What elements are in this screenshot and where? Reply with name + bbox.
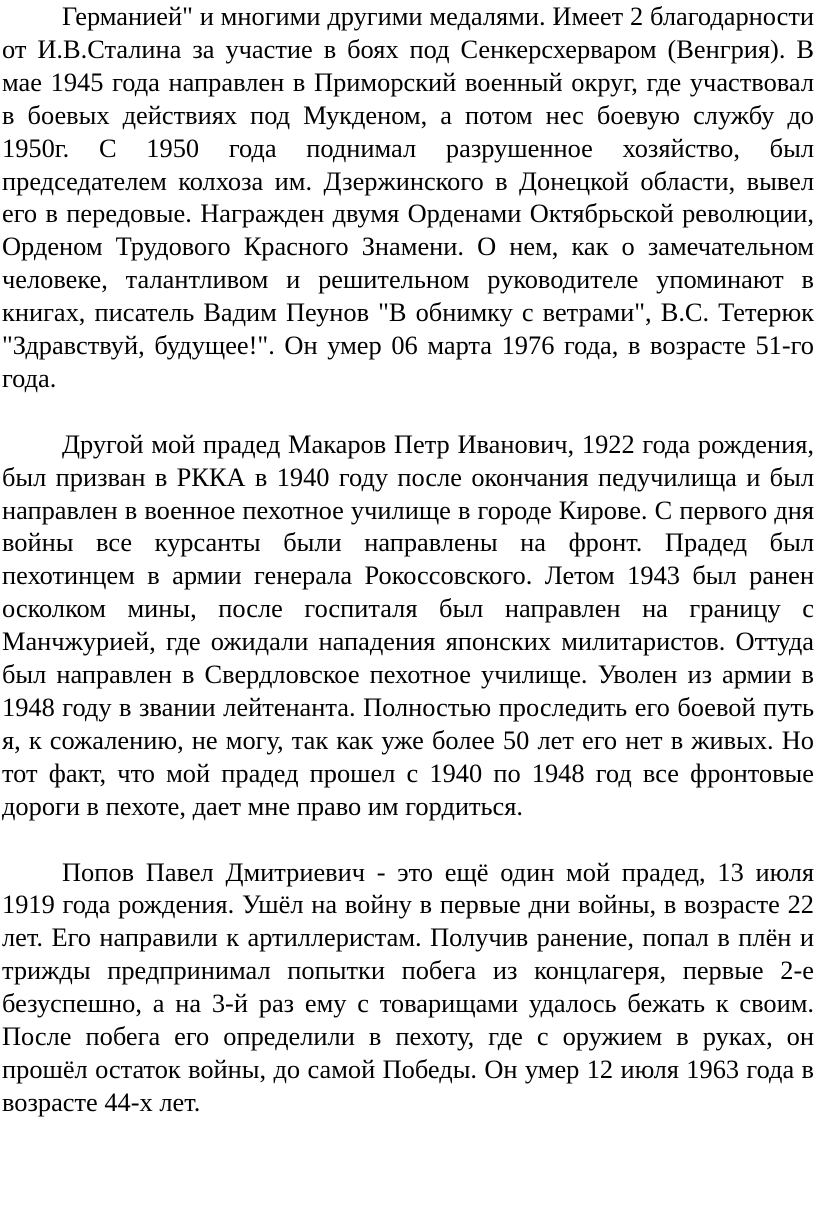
paragraph-spacer xyxy=(2,823,814,856)
paragraph-2: Другой мой прадед Макаров Петр Иванович, 1922 года рождения, был призван в РККА в 1940 году после окончания педучилища и был направлен в военное пехотное училище в городе Кирове. С первого дня войны все курсанты были направлены на фронт. Прадед был пехотинцем в армии генерала Рокоссовского. Летом 1943 был ранен осколком мины, после госпиталя был направлен на границу с Манчжурией, где ожидали нападения японских милитаристов. Оттуда был направлен в Свердловское пехотное училище. Уволен из армии в 1948 году в звании лейтенанта. Полностью проследить его боевой путь я, к сожалению, не могу, так как уже более 50 лет его нет в живых. Но тот факт, что мой прадед прошел с 1940 по 1948 год все фронтовые дороги в пехоте, дает мне право им гордиться. xyxy=(2,428,814,821)
paragraph-1: Германией" и многими другими медалями. Имеет 2 благодарности от И.В.Сталина за участие в боях под Сенкерсхерваром (Венгрия). В мае 1945 года направлен в Приморский военный округ, где участвовал в боевых действиях под Мукденом, а потом нес боевую службу до 1950г. С 1950 года поднимал разрушенное хозяйство, был председателем колхоза им. Дзержинского в Донецкой области, вывел его в передовые. Награжден двумя Орденами Октябрьской революции, Орденом Трудового Красного Знамени. О нем, как о замечательном человеке, талантливом и решительном руководителе упоминают в книгах, писатель Вадим Пеунов "В обнимку с ветрами", В.С. Тетерюк "Здравствуй, будущее!". Он умер 06 марта 1976 года, в возрасте 51-го года. xyxy=(2,1,814,393)
paragraph-spacer xyxy=(2,395,814,428)
paragraph-3: Попов Павел Дмитриевич - это ещё один мой прадед, 13 июля 1919 года рождения. Ушёл на войну в первые дни войны, в возрасте 22 лет. Его направили к артиллеристам. Получив ранение, попал в плён и трижды предпринимал попытки побега из концлагеря, первые 2-е безуспешно, а на 3-й раз ему с товарищами удалось бежать к своим. После побега его определили в пехоту, где с оружием в руках, он прошёл остаток войны, до самой Победы. Он умер 12 июля 1963 года в возрасте 44-х лет. xyxy=(2,856,814,1117)
